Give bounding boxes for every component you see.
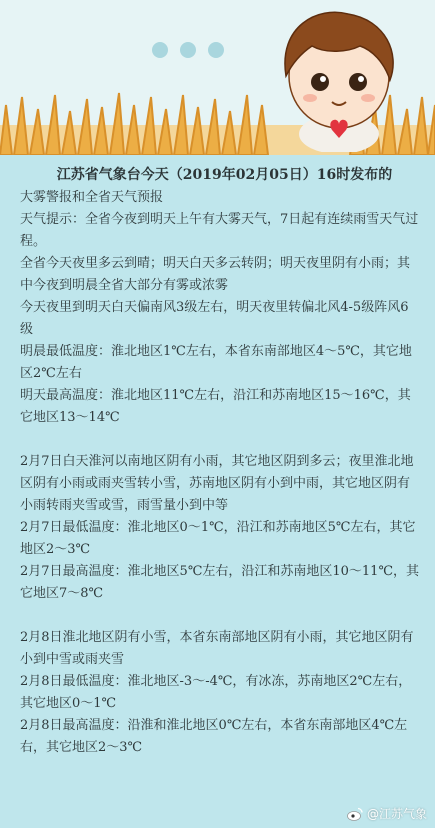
- forecast-paragraph: 2月7日最高温度：淮北地区5℃左右，沿江和苏南地区10～11℃，其它地区7～8℃: [20, 564, 419, 601]
- header-banner: [0, 0, 435, 155]
- cartoon-boy-illustration: [268, 6, 410, 152]
- forecast-content: [0, 155, 435, 828]
- indicator-dot: [208, 42, 224, 58]
- section-spacer: [20, 605, 421, 627]
- bulletin-title: 江苏省气象台今天（2019年02月05日）16时发布的: [56, 167, 393, 183]
- forecast-paragraph: 大雾警报和全省天气预报: [20, 190, 164, 205]
- weibo-icon: [347, 807, 363, 821]
- page-indicator-dots: [152, 42, 224, 58]
- forecast-paragraph: 2月8日淮北地区阴有小雪，本省东南部地区阴有小雨，其它地区阴有小到中雪或雨夹雪: [20, 630, 414, 667]
- forecast-paragraph: 天气提示：全省今夜到明天上午有大雾天气，7日起有连续雨雪天气过程。: [20, 212, 419, 249]
- forecast-paragraph: 全省今天夜里多云到晴；明天白天多云转阴；明天夜里阴有小雨；其中今夜到明晨全省大部分有雾或浓雾: [20, 256, 411, 293]
- indicator-dot: [152, 42, 168, 58]
- forecast-paragraph: 2月7日最低温度：淮北地区0～1℃，沿江和苏南地区5℃左右，其它地区2～3℃: [20, 520, 416, 557]
- weibo-watermark: [347, 805, 427, 822]
- forecast-paragraph: 2月7日白天淮河以南地区阴有小雨，其它地区阴到多云；夜里淮北地区阴有小雨或雨夹雪转小雪，苏南地区阴有小到中雨，其它地区阴有小雨转雨夹雪或雪，雨雪量小到中等: [20, 454, 414, 513]
- forecast-paragraph: 2月8日最高温度：沿淮和淮北地区0℃左右，本省东南部地区4℃左右，其它地区2～3℃: [20, 718, 408, 755]
- watermark-text: @江苏气象: [366, 807, 427, 821]
- forecast-paragraph: 2月8日最低温度：淮北地区-3～-4℃，有冰冻，苏南地区2℃左右，其它地区0～1℃: [20, 674, 412, 711]
- forecast-paragraph: 明天最高温度：淮北地区11℃左右，沿江和苏南地区15～16℃，其它地区13～14℃: [20, 388, 411, 425]
- forecast-paragraph: 今天夜里到明天白天偏南风3级左右，明天夜里转偏北风4-5级阵风6级: [20, 300, 409, 337]
- indicator-dot: [180, 42, 196, 58]
- section-spacer: [20, 429, 421, 451]
- forecast-paragraph: 明晨最低温度：淮北地区1℃左右，本省东南部地区4～5℃，其它地区2℃左右: [20, 344, 412, 381]
